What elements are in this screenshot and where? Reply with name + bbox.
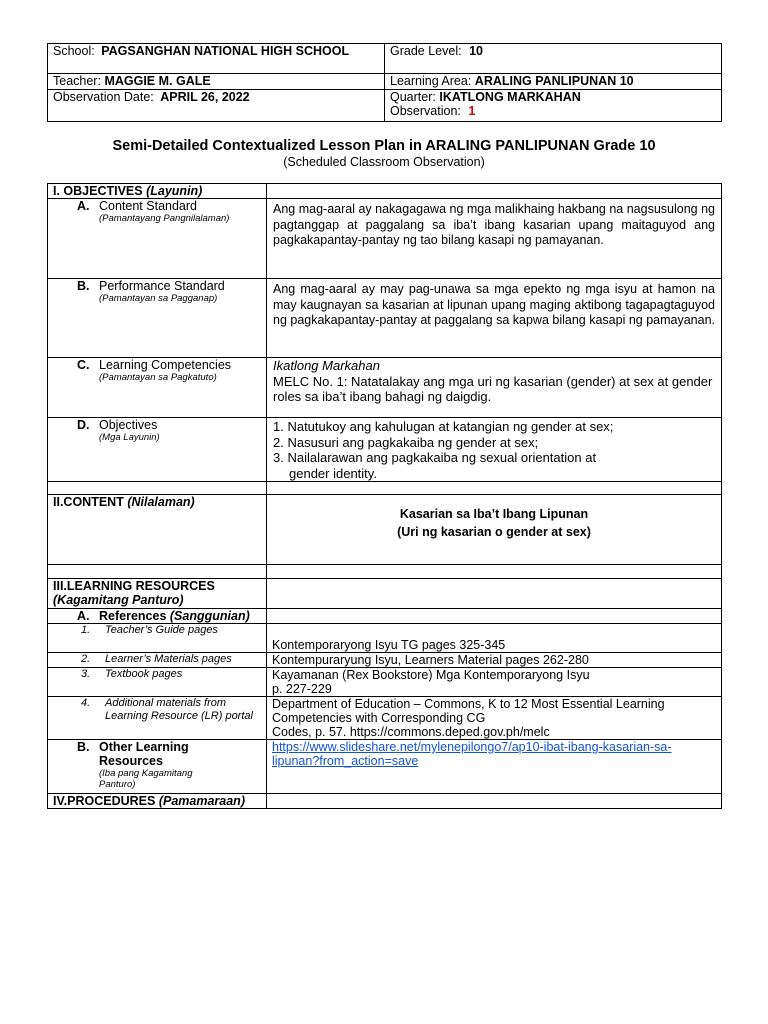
other-resources-note-2: Panturo) — [99, 779, 136, 790]
objectives-heading-note: (Layunin) — [146, 184, 203, 198]
additional-materials-label-2: Learning Resource (LR) portal — [105, 710, 253, 722]
objectives-label: Objectives — [99, 418, 158, 432]
quarter-value: IKATLONG MARKAHAN — [439, 90, 581, 104]
content-standard-row — [48, 199, 722, 279]
content-standard-text: Ang mag-aaral ay nakagagawa ng mga malikhaing hakbang na nagsusulong ng pagtanggap at paggalang sa iba’t ibang kasarian upang maitaguyod ang pagkakapantay-pantay ng tao bilang kasapi ng pamayanan. — [267, 199, 722, 279]
teachers-guide-row — [48, 624, 722, 653]
other-resources-note-1: (Iba pang Kagamitang — [99, 768, 193, 779]
objective-item-2: 2. Nasusuri ang pagkakaiba ng gender at sex; — [273, 434, 539, 450]
observation-date-cell — [48, 90, 385, 122]
page-title: Semi-Detailed Contextualized Lesson Plan in ARALING PANLIPUNAN Grade 10 — [112, 138, 656, 154]
objective-item-3: 3. Nailalarawan ang pagkakaiba ng sexual orientation at — [273, 450, 597, 465]
performance-standard-row — [48, 279, 722, 358]
learners-materials-num: 2. — [81, 653, 91, 665]
objectives-note: (Mga Layunin) — [99, 432, 160, 443]
textbook-num: 3. — [81, 668, 91, 680]
procedures-heading: IV.PROCEDURES — [53, 794, 156, 808]
references-letter: A. — [77, 609, 90, 623]
learning-competencies-quarter: Ikatlong Markahan — [273, 358, 380, 373]
objectives-heading: I. OBJECTIVES — [53, 184, 143, 198]
performance-standard-letter: B. — [77, 279, 90, 293]
quarter-label: Quarter: — [390, 90, 436, 104]
quarter-cell — [385, 90, 722, 122]
teachers-guide-label: Teacher’s Guide pages — [105, 624, 218, 636]
teachers-guide-num: 1. — [81, 624, 91, 636]
spacer-row — [48, 565, 722, 579]
additional-materials-value-3: Codes, p. 57. https://commons.deped.gov.ph/melc — [272, 725, 550, 739]
observation-date-label: Observation Date: — [53, 90, 154, 104]
performance-standard-text: Ang mag-aaral ay may pag-unawa sa mga epekto ng mga isyu at hamon na may kaugnayan sa kasarian at lipunan upang maging aktibong tagapagtaguyod ng pagkakapantay-pantay at paggalang sa kapwa bilang kasapi ng pamayanan. — [267, 279, 722, 358]
learners-materials-label: Learner’s Materials pages — [105, 653, 232, 665]
references-label: References — [99, 609, 167, 623]
performance-standard-note: (Pamantayan sa Pagganap) — [99, 293, 218, 304]
content-standard-letter: A. — [77, 199, 90, 213]
procedures-heading-note: (Pamamaraan) — [158, 794, 245, 808]
learning-area-cell — [385, 74, 722, 90]
objective-item-1: 1. Natutukoy ang kahulugan at katangian ng gender at sex; — [273, 419, 614, 434]
content-row — [48, 495, 722, 565]
page-subtitle: (Scheduled Classroom Observation) — [283, 155, 485, 169]
learning-competencies-row — [48, 358, 722, 418]
header-info-table — [47, 43, 722, 122]
content-title-line2: (Uri ng kasarian o gender at sex) — [397, 525, 591, 539]
teacher-label: Teacher: — [53, 74, 101, 88]
other-resources-letter: B. — [77, 740, 90, 754]
additional-materials-value-1: Department of Education – Commons, K to 12 Most Essential Learning — [272, 697, 665, 711]
additional-materials-label-1: Additional materials from — [105, 697, 227, 709]
spacer-row — [48, 482, 722, 495]
school-label: School: — [53, 44, 95, 58]
other-resources-link-2[interactable]: lipunan?from_action=save — [272, 754, 419, 768]
learning-competencies-label: Learning Competencies — [99, 358, 232, 372]
school-cell — [48, 44, 385, 74]
content-standard-note: (Pamantayang Pangnilalaman) — [99, 213, 230, 224]
references-note: (Sanggunian) — [169, 609, 250, 623]
learning-area-value: ARALING PANLIPUNAN 10 — [474, 74, 634, 88]
learners-materials-row — [48, 653, 722, 668]
observation-value: 1 — [468, 104, 476, 118]
grade-value: 10 — [469, 44, 483, 58]
content-standard-label: Content Standard — [99, 199, 197, 213]
lesson-plan-table — [47, 183, 722, 809]
grade-cell — [385, 44, 722, 74]
content-title-line1: Kasarian sa Iba’t Ibang Lipunan — [399, 507, 589, 521]
other-resources-link-1[interactable]: https://www.slideshare.net/mylenepilongo7/ap10-ibat-ibang-kasarian-sa- — [272, 740, 672, 754]
additional-materials-num: 4. — [81, 697, 91, 709]
grade-label: Grade Level: — [390, 44, 462, 58]
learning-competencies-text: MELC No. 1: Natatalakay ang mga uri ng kasarian (gender) at sex at gender roles sa iba’t ibang bahagi ng daigdig. — [273, 373, 713, 404]
resources-heading-row — [48, 579, 722, 609]
teachers-guide-value: Kontemporaryong Isyu TG pages 325-345 — [267, 624, 722, 653]
textbook-row — [48, 668, 722, 697]
content-heading: II.CONTENT — [53, 495, 124, 509]
objectives-heading-row — [48, 184, 722, 199]
textbook-label: Textbook pages — [105, 668, 183, 680]
other-resources-row — [48, 740, 722, 794]
content-heading-note: (Nilalaman) — [127, 495, 195, 509]
observation-label: Observation: — [390, 104, 461, 118]
learning-competencies-note: (Pamantayan sa Pagkatuto) — [99, 372, 217, 383]
learners-materials-value: Kontempuraryung Isyu, Learners Material pages 262-280 — [267, 653, 722, 668]
objectives-letter: D. — [77, 418, 90, 432]
objective-item-3-cont: gender identity. — [289, 465, 377, 481]
school-value: PAGSANGHAN NATIONAL HIGH SCHOOL — [101, 44, 350, 58]
objectives-row — [48, 418, 722, 482]
learning-competencies-letter: C. — [77, 358, 90, 372]
teacher-value: MAGGIE M. GALE — [104, 74, 211, 88]
references-row — [48, 609, 722, 624]
additional-materials-row — [48, 697, 722, 740]
resources-heading-note: (Kagamitang Panturo) — [53, 593, 184, 607]
textbook-value-2: p. 227-229 — [272, 682, 332, 696]
resources-heading: III.LEARNING RESOURCES — [53, 579, 215, 593]
learning-area-label: Learning Area: — [390, 74, 472, 88]
teacher-cell — [48, 74, 385, 90]
performance-standard-label: Performance Standard — [99, 279, 225, 293]
observation-date-value: APRIL 26, 2022 — [160, 90, 250, 104]
other-resources-label-2: Resources — [99, 754, 163, 768]
other-resources-label-1: Other Learning — [99, 740, 189, 754]
textbook-value-1: Kayamanan (Rex Bookstore) Mga Kontemporaryong Isyu — [272, 668, 590, 682]
procedures-heading-row — [48, 794, 722, 809]
additional-materials-value-2: Competencies with Corresponding CG — [272, 711, 486, 725]
